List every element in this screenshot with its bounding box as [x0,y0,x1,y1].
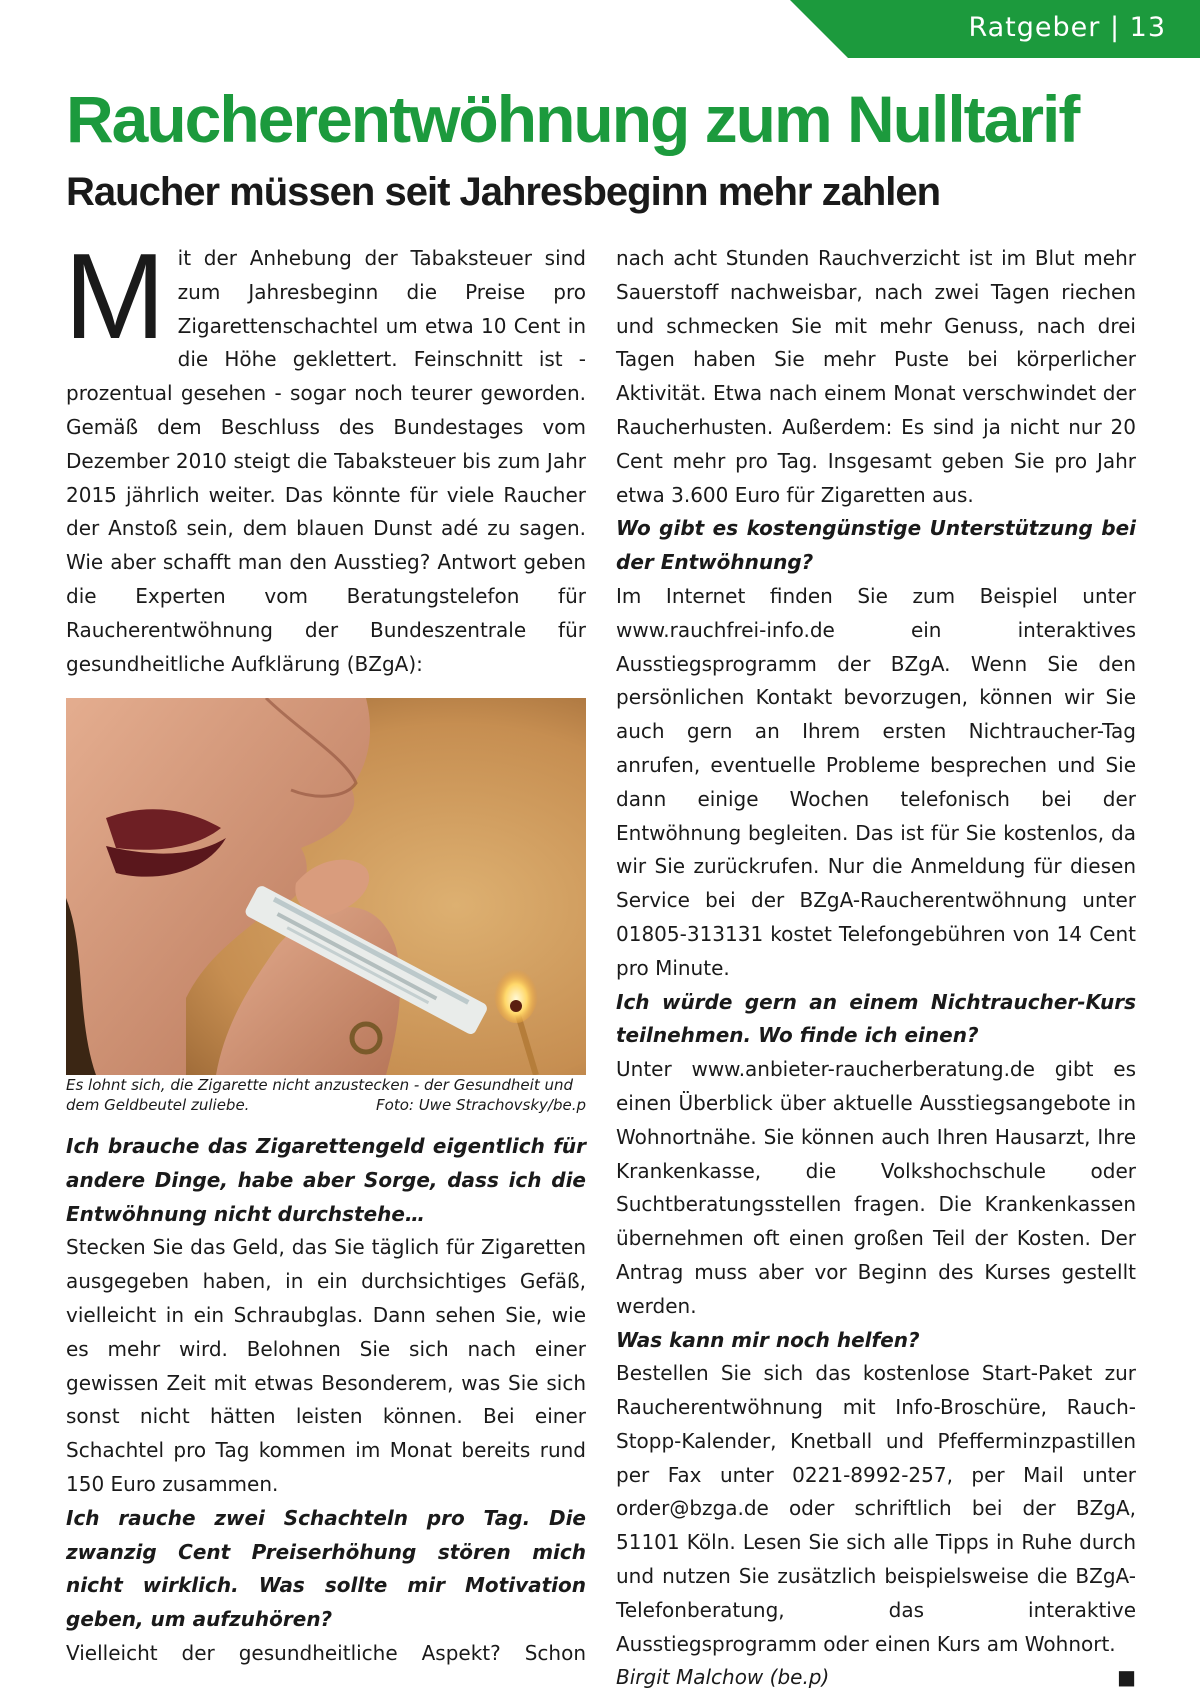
section-tab-label [968,12,1166,43]
page-number: 13 [1129,12,1166,43]
author-name: Birgit Malchow (be.p) [616,1665,830,1690]
question-2: Ich rauche zwei Schachteln pro Tag. Die zwanzig Cent Preiserhöhung stören mich nicht wirklich. Was sollte mir Motivation geben, um aufzuhören? [66,1505,586,1632]
caption-text: Es lohnt sich, die Zigarette nicht anzustecken - der Gesundheit und dem Geldbeutel zuliebe. [66,1076,574,1114]
answer-2-continued: nach acht Stunden Rauchverzicht ist im Blut mehr Sauerstoff nachweisbar, nach zwei Tagen riechen und schmecken Sie mit mehr Genuss, nach drei Tagen haben Sie mehr Puste bei körperlicher Aktivität. Etwa nach einem Monat verschwindet der Raucherhusten. Außerdem: Es sind ja nicht nur 20 Cent mehr pro Tag. Insgesamt geben Sie pro Jahr etwa 3.600 Euro für Zigaretten aus. [616,246,1136,507]
qa-left-column [66,1130,586,1671]
intro-text: it der Anhebung der Tabaksteuer sind zum Jahresbeginn die Preise pro Zigarettenschachtel um etwa 10 Cent in die Höhe geklettert. Feinschnitt ist - prozentual gesehen - sogar noch teurer geworden. Gemäß dem Beschluss des Bundestages vom Dezember 2010 steigt die Tabaksteuer bis zum Jahr 2015 jährlich weiter. Das könnte für viele Raucher der Anstoß sein, dem blauen Dunst adé zu sagen. Wie aber schafft man den Ausstieg? Antwort geben die Experten vom Beratungstelefon für Raucherentwöhnung der Bundeszentrale für gesundheitliche Aufklärung (BZgA): [66,246,586,676]
article-photo [66,698,586,1075]
photo-credit: Foto: Uwe Strachovsky/be.p [376,1096,586,1114]
page-section-tab [790,0,1200,62]
answer-1: Stecken Sie das Geld, das Sie täglich für Zigaretten ausgegeben haben, in ein durchsichtiges Gefäß, vielleicht in ein Schraubglas. Dann sehen Sie, wie es mehr wird. Belohnen Sie sich nach einer gewissen Zeit mit etwas Besonderem, was Sie sich sonst nicht hätten leisten können. Bei einer Schachtel pro Tag kommen im Monat bereits rund 150 Euro zusammen. [66,1235,586,1496]
article-signature [616,1661,1136,1695]
article-headline: Raucherentwöhnung zum Nulltarif [66,82,1079,156]
question-3: Wo gibt es kostengünstige Unterstützung bei der Entwöhnung? [616,516,1136,575]
question-1: Ich brauche das Zigarettengeld eigentlich für andere Dinge, habe aber Sorge, dass ich die Entwöhnung nicht durchstehe… [66,1134,586,1226]
article-subheadline: Raucher müssen seit Jahresbeginn mehr zahlen [66,170,941,214]
smoking-woman-photo [66,698,586,1075]
photo-caption [66,1075,586,1115]
answer-5: Bestellen Sie sich das kostenlose Start-Paket zur Raucherentwöhnung mit Info-Broschüre, Rauch-Stopp-Kalender, Knetball und Pfefferminzpastillen per Fax unter 0221-8992-257, per Mail unter order@bzga.de oder schriftlich bei der BZgA, 51101 Köln. Lesen Sie sich alle Tipps in Ruhe durch und nutzen Sie zusätzlich beispielsweise die BZgA-Telefonberatung, das interaktive Ausstiegsprogramm oder einen Kurs am Wohnort. [616,1361,1136,1656]
intro-paragraph [64,228,586,681]
answer-3: Im Internet finden Sie zum Beispiel unter www.rauchfrei-info.de ein interaktives Ausstiegsprogramm der BZgA. Wenn Sie den persönlichen Kontakt bevorzugen, können wir Sie auch gern an Ihrem ersten Nichtraucher-Tag anrufen, eventuelle Probleme besprechen und Sie dann einige Wochen telefonisch bei der Entwöhnung begleiten. Das ist für Sie kostenlos, da wir Sie zurückrufen. Nur die Anmeldung für diesen Service bei der BZgA-Raucherentwöhnung unter 01805-313131 kostet Telefongebühren von 14 Cent pro Minute. [616,583,1136,980]
section-separator: | [1109,12,1121,43]
end-mark: ■ [1117,1665,1136,1690]
question-4: Ich würde gern an einem Nichtraucher-Kurs teilnehmen. Wo finde ich einen? [616,989,1136,1048]
answer-2-start: Vielleicht der gesundheitliche Aspekt? Schon [66,1640,586,1665]
question-5: Was kann mir noch helfen? [616,1327,920,1352]
answer-4: Unter www.anbieter-raucherberatung.de gibt es einen Überblick über aktuelle Ausstiegsangebote in Wohnortnähe. Sie können auch Ihren Hausarzt, Ihre Krankenkasse, die Volkshochschule oder Suchtberatungsstellen fragen. Die Krankenkassen übernehmen oft einen großen Teil der Kosten. Der Antrag muss aber vor Beginn des Kurses gestellt werden. [616,1057,1136,1318]
qa-right-column [616,242,1136,1695]
drop-cap: M [64,228,166,364]
section-name: Ratgeber [968,12,1101,43]
